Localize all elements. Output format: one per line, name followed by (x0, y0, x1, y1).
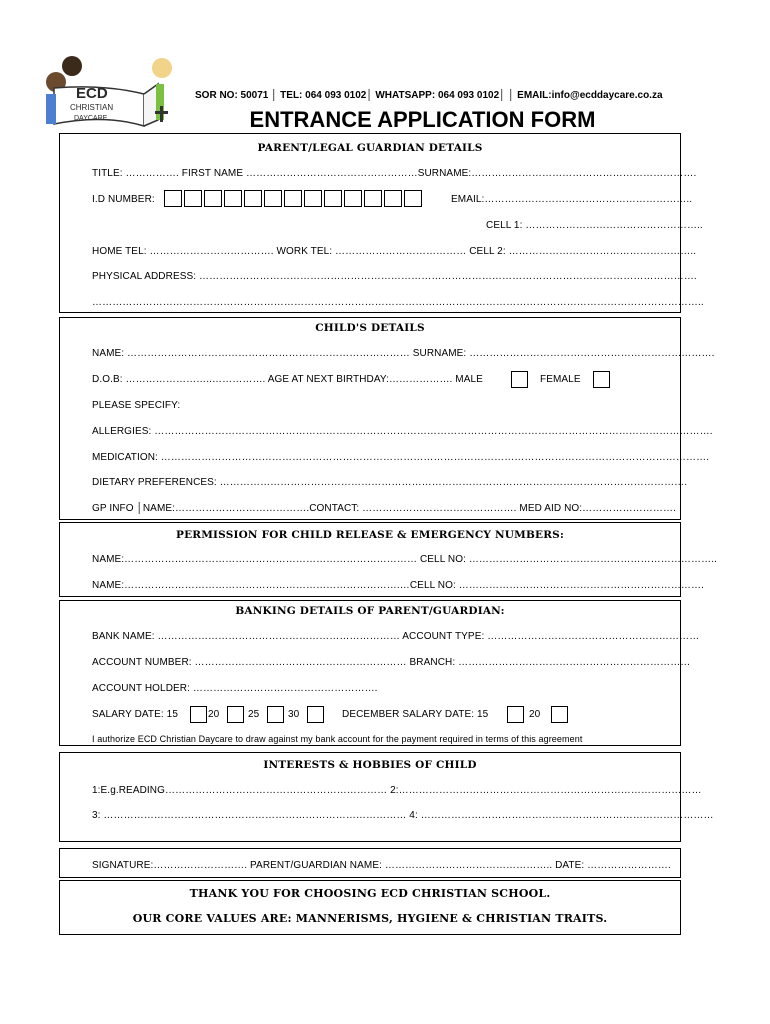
id-number-label: I.D NUMBER: (92, 194, 155, 205)
interests-line-2[interactable]: 3: ……………………………………………………………………………… 4: …………………………………………………………………………… (92, 810, 714, 821)
logo-text-ecd: ECD (76, 85, 108, 102)
phone-line[interactable]: HOME TEL: ………………………………. WORK TEL: ………………………………… CELL 2: ……………………………………………….. (92, 246, 697, 257)
id-digit-box[interactable] (204, 190, 222, 207)
parent-title-name-line[interactable]: TITLE: ……………. FIRST NAME ……………………………………………SURNAME:…………………………………………………………. (92, 168, 697, 179)
allergies-line[interactable]: ALLERGIES: …………………………………………………………………………………………………………………………………………………. (92, 426, 713, 437)
id-digit-box[interactable] (404, 190, 422, 207)
interests-line-1[interactable]: 1:E.g.READING………………………………………………………… 2:……………………………………………………………………………… (92, 785, 702, 796)
salary-25-label: 25 (248, 709, 260, 720)
id-digit-box[interactable] (384, 190, 402, 207)
child-name-line[interactable]: NAME: ………………………………………………………………………… SURNAME: ………………………………………………………………. (92, 348, 715, 359)
interests-heading: INTERESTS & HOBBIES OF CHILD (263, 759, 477, 771)
december-20-checkbox[interactable] (551, 706, 568, 723)
female-checkbox[interactable] (593, 371, 610, 388)
medication-line[interactable]: MEDICATION: ………………………………………………………………………………………………………………………………………………. (92, 452, 710, 463)
bank-name-line[interactable]: BANK NAME: ……………………………………………………………… ACCOUNT TYPE: ……………………………………………………… (92, 631, 700, 642)
physical-address-line[interactable]: PHYSICAL ADDRESS: …………………………………………………………………………………………………………………………………. (92, 271, 697, 282)
female-label: FEMALE (540, 374, 581, 385)
id-digit-box[interactable] (284, 190, 302, 207)
core-values-text: OUR CORE VALUES ARE: MANNERISMS, HYGIENE & CHRISTIAN TRAITS. (132, 912, 608, 925)
banking-section (59, 600, 700, 746)
dietary-line[interactable]: DIETARY PREFERENCES: …………………………………………………………………………………………………………………………. (92, 477, 688, 488)
signature-section (59, 848, 681, 878)
footer-section (59, 880, 681, 935)
male-checkbox[interactable] (511, 371, 528, 388)
id-digit-box[interactable] (224, 190, 242, 207)
emergency-contact-1-line[interactable]: NAME:…………………………………………………………………………… CELL NO: ……………………………………………………………….. (92, 554, 717, 565)
permission-section (59, 522, 717, 597)
dob-line[interactable]: D.O.B: ……………………..……………. AGE AT NEXT BIRTHDAY:………………. MALE (92, 374, 483, 385)
thank-you-text: THANK YOU FOR CHOOSING ECD CHRISTIAN SCHOOL. (189, 887, 551, 900)
salary-15-checkbox[interactable] (190, 706, 207, 723)
signature-line[interactable]: SIGNATURE:………………………. PARENT/GUARDIAN NAME: ………………………………………….. DATE: ……………………. (92, 860, 671, 871)
please-specify-label: PLEASE SPECIFY: (92, 400, 181, 411)
account-number-line[interactable]: ACCOUNT NUMBER: ……………………………………………………… BRANCH: …………………………………………………………… (92, 657, 691, 668)
contact-line: SOR NO: 50071 │ TEL: 064 093 0102│ WHATSAPP: 064 093 0102│ │ EMAIL:info@ecddaycare.co.za (195, 90, 663, 101)
form-title: ENTRANCE APPLICATION FORM (249, 107, 596, 132)
parent-heading: PARENT/LEGAL GUARDIAN DETAILS (257, 142, 483, 154)
debit-authorization-text: I authorize ECD Christian Daycare to draw against my bank account for the payment required in terms of this agreement (92, 734, 583, 744)
december-salary-label: DECEMBER SALARY DATE: 15 (342, 709, 489, 720)
salary-25-checkbox[interactable] (267, 706, 284, 723)
id-digit-box[interactable] (324, 190, 342, 207)
id-digit-box[interactable] (304, 190, 322, 207)
id-digit-box[interactable] (244, 190, 262, 207)
permission-heading: PERMISSION FOR CHILD RELEASE & EMERGENCY NUMBERS: (175, 529, 565, 541)
interests-section (59, 752, 714, 842)
salary-30-checkbox[interactable] (307, 706, 324, 723)
id-digit-box[interactable] (264, 190, 282, 207)
cell1-line[interactable]: CELL 1: …………………………………………….. (486, 220, 703, 231)
account-holder-line[interactable]: ACCOUNT HOLDER: ………………………………………………. (92, 683, 378, 694)
banking-heading: BANKING DETAILS OF PARENT/GUARDIAN: (235, 605, 505, 617)
emergency-contact-2-line[interactable]: NAME:……………………………………………………………………….…CELL NO: ………………………………………………………………. (92, 580, 705, 591)
december-15-checkbox[interactable] (507, 706, 524, 723)
december-20-label: 20 (529, 709, 541, 720)
id-digit-box[interactable] (184, 190, 202, 207)
child-section (59, 317, 715, 520)
id-digit-box[interactable] (364, 190, 382, 207)
child-heading: CHILD'S DETAILS (315, 322, 425, 334)
salary-20-checkbox[interactable] (227, 706, 244, 723)
salary-20-label: 20 (208, 709, 220, 720)
gp-info-line[interactable]: GP INFO │NAME:………………………………….CONTACT: ………………………………………. MED AID NO:………………………. (92, 503, 676, 514)
salary-30-label: 30 (288, 709, 300, 720)
id-digit-box[interactable] (344, 190, 362, 207)
id-number-boxes[interactable] (164, 190, 424, 212)
salary-date-label: SALARY DATE: 15 (92, 709, 178, 720)
address-continuation-line[interactable]: ……………………………………………………………………………………………………………………………………………………………….. (92, 297, 704, 308)
parent-section (59, 133, 704, 313)
id-digit-box[interactable] (164, 190, 182, 207)
email-line[interactable]: EMAIL:…………………………………………………….. (451, 194, 693, 205)
logo-text-daycare: DAYCARE (74, 115, 108, 122)
logo-text-christian: CHRISTIAN (70, 103, 114, 112)
